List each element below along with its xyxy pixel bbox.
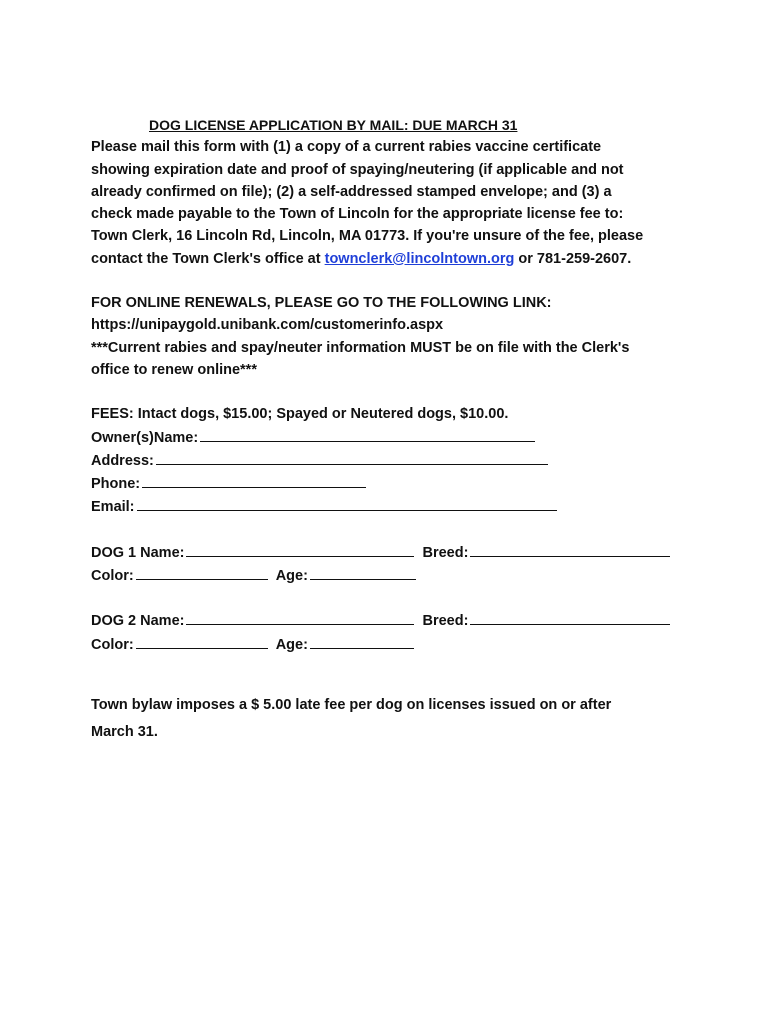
owner-section: [91, 403, 691, 518]
form-title: DOG LICENSE APPLICATION BY MAIL: DUE MARCH 31: [149, 117, 518, 133]
late-fee-line: March 31.: [91, 723, 158, 740]
dog2-breed-field[interactable]: [470, 609, 670, 625]
intro-contact-line: [91, 248, 691, 270]
online-heading: FOR ONLINE RENEWALS, PLEASE GO TO THE FOLLOWING LINK:: [91, 295, 552, 312]
intro-line: Town Clerk, 16 Lincoln Rd, Lincoln, MA 01773. If you're unsure of the fee, please: [91, 228, 644, 245]
phone-row: [91, 472, 691, 495]
phone-label: Phone:: [91, 476, 141, 493]
dog1-age-label: Age:: [275, 568, 308, 585]
dog1-name-row: [91, 541, 691, 564]
dog1-age-field[interactable]: [310, 564, 416, 580]
dog1-breed-label: Breed:: [422, 544, 469, 561]
dog1-name-field[interactable]: [186, 541, 414, 557]
intro-paragraph: [91, 136, 691, 270]
email-field[interactable]: [137, 495, 557, 511]
intro-line: check made payable to the Town of Lincoln for the appropriate license fee to:: [91, 206, 624, 223]
clerk-email-link[interactable]: townclerk@lincolntown.org: [324, 250, 515, 267]
dog2-color-row: [91, 633, 691, 656]
dog1-breed-field[interactable]: [470, 541, 670, 557]
owner-name-field[interactable]: [200, 426, 535, 442]
dog2-color-label: Color:: [91, 636, 134, 653]
address-label: Address:: [91, 452, 154, 469]
phone-field[interactable]: [142, 472, 366, 488]
address-row: [91, 449, 691, 472]
dog2-breed-label: Breed:: [422, 613, 469, 630]
email-row: [91, 495, 691, 518]
intro-line: already confirmed on file); (2) a self-addressed stamped envelope; and (3) a: [91, 183, 612, 200]
email-label: Email:: [91, 499, 135, 516]
dog2-section: [91, 609, 691, 656]
dog2-age-field[interactable]: [310, 633, 414, 649]
online-note: office to renew online***: [91, 361, 257, 378]
dog2-name-label: DOG 2 Name:: [91, 613, 185, 630]
dog1-section: [91, 541, 691, 588]
form-content: [91, 114, 691, 746]
owner-name-label: Owner(s)Name:: [91, 429, 199, 446]
dog2-name-row: [91, 609, 691, 632]
dog1-name-label: DOG 1 Name:: [91, 544, 185, 561]
dog1-color-field[interactable]: [136, 564, 268, 580]
owner-name-row: [91, 426, 691, 449]
renewal-url: https://unipaygold.unibank.com/customerinfo.aspx: [91, 317, 444, 334]
fees-text: FEES: Intact dogs, $15.00; Spayed or Neutered dogs, $10.00.: [91, 406, 509, 423]
contact-prefix: contact the Town Clerk's office at: [91, 250, 325, 267]
dog1-color-row: [91, 564, 691, 587]
dog2-name-field[interactable]: [186, 609, 414, 625]
late-fee-line: Town bylaw imposes a $ 5.00 late fee per dog on licenses issued on or after: [91, 696, 612, 713]
online-renewal-section: [91, 292, 691, 381]
dog2-color-field[interactable]: [136, 633, 268, 649]
dog2-age-label: Age:: [275, 636, 308, 653]
intro-line: Please mail this form with (1) a copy of a current rabies vaccine certificate: [91, 139, 602, 156]
dog1-color-label: Color:: [91, 568, 134, 585]
contact-suffix: or 781-259-2607.: [514, 250, 632, 267]
address-field[interactable]: [156, 449, 548, 465]
intro-line: showing expiration date and proof of spaying/neutering (if applicable and not: [91, 161, 624, 178]
online-note: ***Current rabies and spay/neuter information MUST be on file with the Clerk's: [91, 339, 630, 356]
late-fee-notice: [91, 692, 691, 746]
